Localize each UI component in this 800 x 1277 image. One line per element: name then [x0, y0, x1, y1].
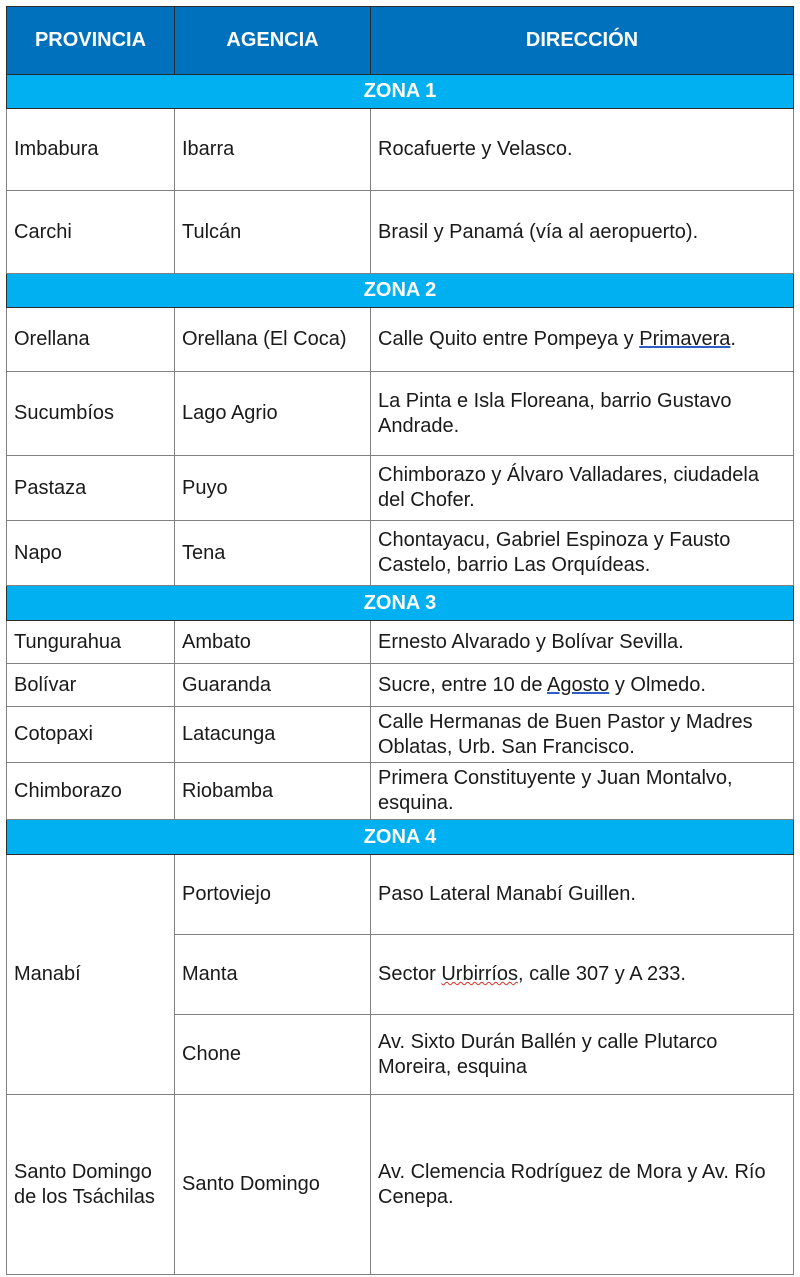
agencia-cell: Orellana (El Coca) [175, 308, 371, 372]
agencia-cell: Guaranda [175, 664, 371, 707]
header-provincia: PROVINCIA [7, 7, 175, 75]
direccion-cell: Primera Constituyente y Juan Montalvo, esquina. [371, 763, 794, 820]
table-row [7, 456, 794, 521]
provincia-cell: Cotopaxi [7, 707, 175, 763]
direccion-cell: La Pinta e Isla Floreana, barrio Gustavo Andrade. [371, 372, 794, 456]
provincia-cell: Carchi [7, 191, 175, 274]
provincia-cell: Sucumbíos [7, 372, 175, 456]
table-row [7, 109, 794, 191]
provincia-cell: Imbabura [7, 109, 175, 191]
direccion-cell: Rocafuerte y Velasco. [371, 109, 794, 191]
agencia-cell: Portoviejo [175, 855, 371, 935]
table-row [7, 621, 794, 664]
direccion-cell: Av. Clemencia Rodríguez de Mora y Av. Río Cenepa. [371, 1095, 794, 1275]
agencia-cell: Chone [175, 1015, 371, 1095]
header-agencia: AGENCIA [175, 7, 371, 75]
table-row [7, 521, 794, 586]
zone-label: ZONA 3 [7, 586, 794, 621]
agencia-cell: Ambato [175, 621, 371, 664]
direccion-cell: Paso Lateral Manabí Guillen. [371, 855, 794, 935]
spellcheck-word: Urbirríos [441, 963, 519, 985]
table-row [7, 308, 794, 372]
direccion-cell: Chimborazo y Álvaro Valladares, ciudadela del Chofer. [371, 456, 794, 521]
agencia-cell: Latacunga [175, 707, 371, 763]
direccion-text: y Olmedo. [609, 673, 706, 696]
direccion-text: Sector [378, 963, 442, 985]
agencia-cell: Santo Domingo [175, 1095, 371, 1275]
zone-row [7, 75, 794, 109]
provincia-cell: Chimborazo [7, 763, 175, 820]
agencia-cell: Lago Agrio [175, 372, 371, 456]
provincia-cell: Bolívar [7, 664, 175, 707]
provincia-cell: Napo [7, 521, 175, 586]
agencia-cell: Tulcán [175, 191, 371, 274]
agencia-cell: Tena [175, 521, 371, 586]
direccion-cell [371, 308, 794, 372]
direccion-cell: Calle Hermanas de Buen Pastor y Madres Oblatas, Urb. San Francisco. [371, 707, 794, 763]
table-row [7, 372, 794, 456]
direccion-text: . [730, 328, 736, 350]
table-row [7, 763, 794, 820]
provincia-cell: Manabí [7, 855, 175, 1095]
agencia-cell: Manta [175, 935, 371, 1015]
zone-label: ZONA 1 [7, 75, 794, 109]
direccion-underlined-word: Primavera [639, 328, 731, 350]
zone-label: ZONA 2 [7, 274, 794, 308]
direccion-cell [371, 664, 794, 707]
table-row [7, 664, 794, 707]
provincia-cell: Pastaza [7, 456, 175, 521]
direccion-cell: Chontayacu, Gabriel Espinoza y Fausto Castelo, barrio Las Orquídeas. [371, 521, 794, 586]
direccion-underlined-word: Agosto [547, 673, 610, 696]
direccion-cell: Brasil y Panamá (vía al aeropuerto). [371, 191, 794, 274]
zone-row [7, 274, 794, 308]
direccion-text: , calle 307 y A 233. [518, 963, 686, 985]
table-row [7, 707, 794, 763]
direccion-cell [371, 935, 794, 1015]
direccion-text: Calle Quito entre Pompeya y [378, 328, 640, 350]
header-direccion: DIRECCIÓN [371, 7, 794, 75]
agency-table [6, 6, 794, 1275]
direccion-text: Sucre, entre 10 de [378, 673, 548, 696]
zone-row [7, 586, 794, 621]
table-row [7, 855, 794, 935]
zone-row [7, 820, 794, 855]
header-row [7, 7, 794, 75]
agencia-cell: Riobamba [175, 763, 371, 820]
direccion-cell: Ernesto Alvarado y Bolívar Sevilla. [371, 621, 794, 664]
table-row [7, 1095, 794, 1275]
agencia-cell: Puyo [175, 456, 371, 521]
table-row [7, 191, 794, 274]
provincia-cell: Santo Domingo de los Tsáchilas [7, 1095, 175, 1275]
direccion-cell: Av. Sixto Durán Ballén y calle Plutarco Moreira, esquina [371, 1015, 794, 1095]
agencia-cell: Ibarra [175, 109, 371, 191]
provincia-cell: Tungurahua [7, 621, 175, 664]
provincia-cell: Orellana [7, 308, 175, 372]
zone-label: ZONA 4 [7, 820, 794, 855]
